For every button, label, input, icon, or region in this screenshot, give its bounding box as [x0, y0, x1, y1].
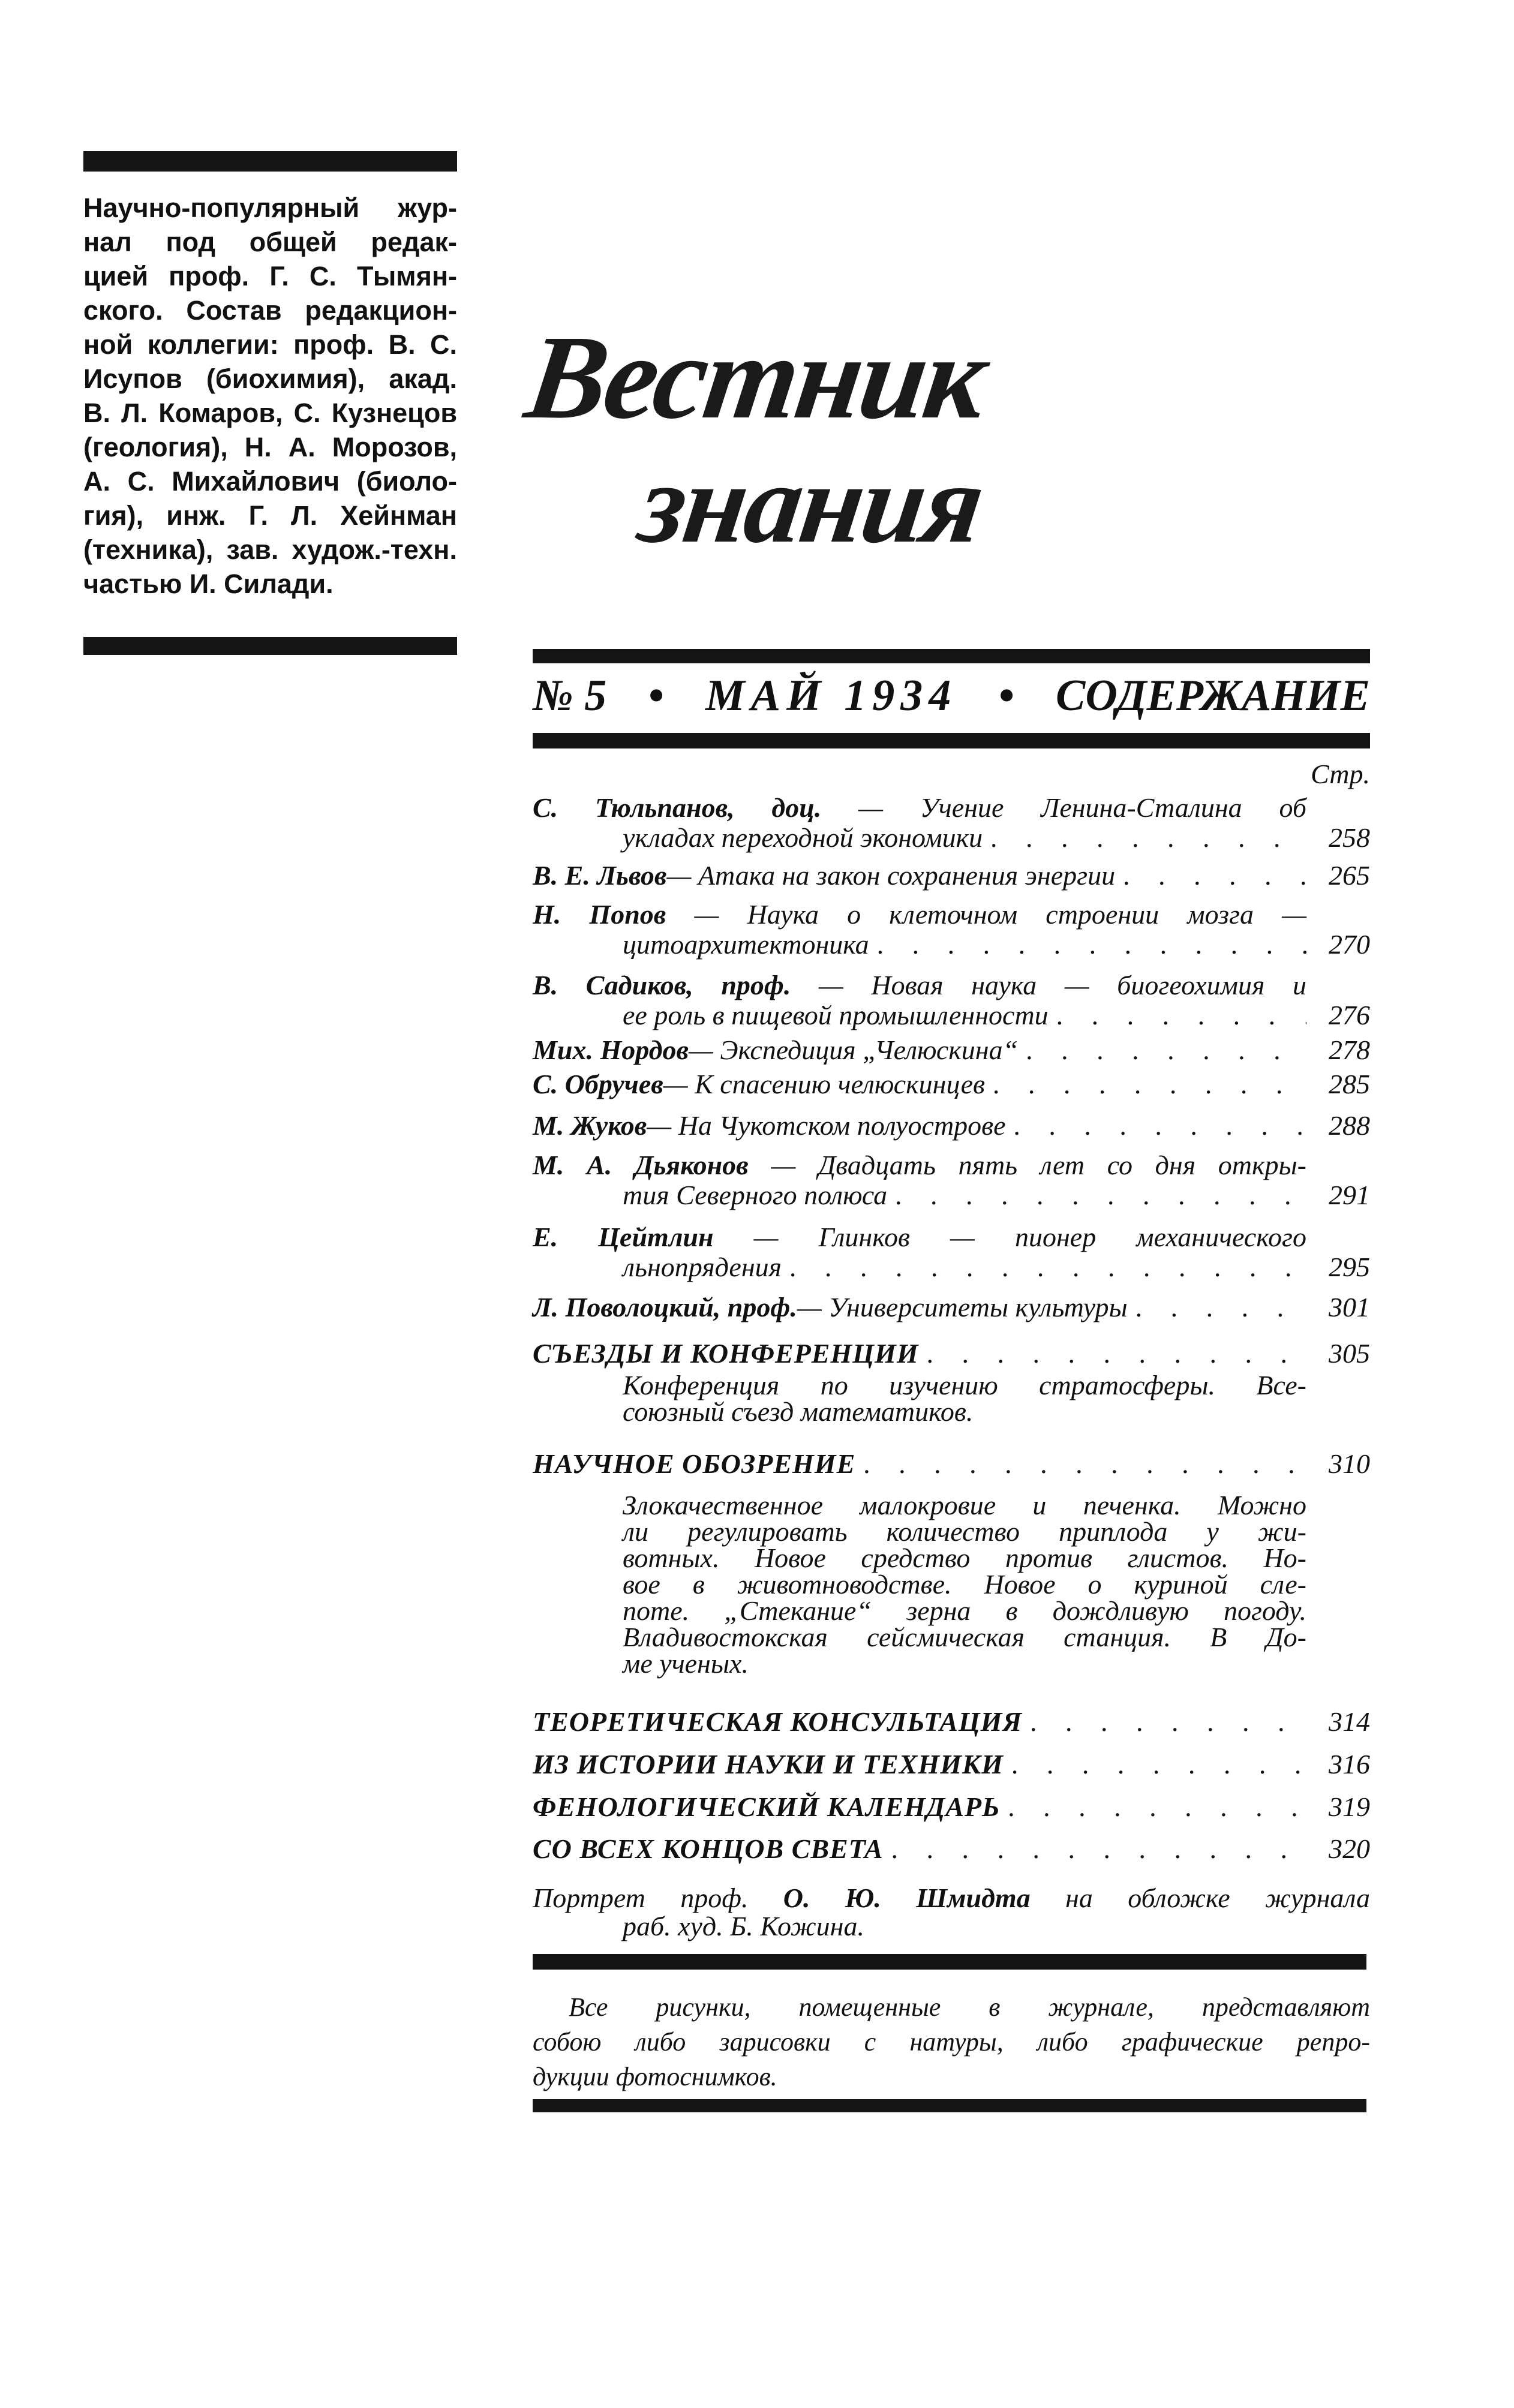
- masthead-line: частью И. Силади.: [83, 569, 334, 599]
- entry-title: цитоархитектоника: [623, 929, 869, 960]
- toc-entry[interactable]: [533, 1222, 1370, 1282]
- dot-leader: [1006, 1111, 1306, 1141]
- dot-leader: [1128, 1292, 1306, 1322]
- masthead-line: ной коллегии: проф. В. С.: [83, 329, 457, 360]
- rule-header-bottom: [533, 733, 1370, 748]
- contents-heading: СОДЕРЖАНИЕ: [1055, 671, 1370, 720]
- rule-note-top: [533, 1954, 1366, 1970]
- page-number: 270: [1329, 929, 1370, 960]
- entry-line: [533, 1111, 1306, 1141]
- page-number: 310: [1329, 1448, 1370, 1479]
- entry-line: [533, 1222, 1306, 1252]
- toc-section[interactable]: [533, 1449, 1370, 1677]
- description-line: поте. „Стекание“ зерна в дождливую погоду.: [623, 1595, 1306, 1626]
- dot-leader: [1004, 1749, 1306, 1779]
- entry-line: [533, 1069, 1306, 1099]
- entry-line: [533, 793, 1306, 823]
- issue-date: МАЙ 1934: [705, 671, 957, 720]
- dot-leader: [782, 1252, 1306, 1282]
- section-description: [533, 1492, 1370, 1677]
- entry-line: [533, 861, 1306, 891]
- dot-leader: [985, 1069, 1306, 1099]
- toc-entry[interactable]: [533, 1292, 1370, 1322]
- page-number: 320: [1329, 1833, 1370, 1864]
- masthead-line: гия), инж. Г. Л. Хейнман: [83, 500, 457, 531]
- entry-title: — Университеты культуры: [797, 1292, 1128, 1322]
- section-line: [533, 1449, 1306, 1479]
- section-title: ИЗ ИСТОРИИ НАУКИ И ТЕХНИКИ: [533, 1749, 1004, 1779]
- toc-entry[interactable]: [533, 861, 1370, 891]
- page-number: 258: [1329, 822, 1370, 853]
- credit-line: [533, 1883, 1370, 1913]
- toc-section[interactable]: [533, 1749, 1370, 1779]
- toc-entry[interactable]: [533, 970, 1370, 1030]
- entry-title: — На Чукотском полуострове: [647, 1110, 1006, 1141]
- description-line: Владивостокская сейсмическая станция. В До-: [623, 1622, 1306, 1652]
- dot-leader: [1115, 861, 1306, 891]
- editorial-board-text: [83, 191, 457, 601]
- page-number: 319: [1329, 1791, 1370, 1822]
- entry-author: В. Садиков, проф.: [533, 970, 791, 1000]
- entry-title: — Учение Ленина-Сталина об: [858, 792, 1307, 823]
- credit-line: раб. худ. Б. Кожина.: [623, 1911, 864, 1941]
- entry-line: [533, 900, 1306, 930]
- page-column-header: Стр.: [1310, 759, 1370, 789]
- cover-credit: [533, 1883, 1370, 1940]
- section-line: [533, 1749, 1306, 1779]
- entry-title: ее роль в пищевой промышленности: [623, 1000, 1049, 1030]
- page-number: 295: [1329, 1252, 1370, 1282]
- masthead-line: В. Л. Комаров, С. Кузнецов: [83, 398, 457, 428]
- entry-title: — Двадцать пять лет со дня откры-: [771, 1150, 1307, 1180]
- entry-author: М. А. Дьяконов: [533, 1150, 749, 1180]
- issue-heading: [533, 669, 1370, 723]
- credit-name: О. Ю. Шмидта: [783, 1883, 1031, 1913]
- masthead-line: цией проф. Г. С. Тымян-: [83, 261, 457, 291]
- description-line: вотных. Новое средство против глистов. Но-: [623, 1543, 1306, 1573]
- entry-author: Мих. Нордов: [533, 1035, 689, 1065]
- credit-prefix: Портрет проф.: [533, 1883, 749, 1913]
- masthead-line: (техника), зав. худож.-техн.: [83, 534, 457, 565]
- entry-line: [533, 1150, 1306, 1180]
- toc-section[interactable]: [533, 1707, 1370, 1737]
- dot-leader: [887, 1180, 1306, 1210]
- section-title: ТЕОРЕТИЧЕСКАЯ КОНСУЛЬТАЦИЯ: [533, 1706, 1023, 1737]
- note-line: Все рисунки, помещенные в журнале, представляют: [569, 1992, 1370, 2022]
- toc-section[interactable]: [533, 1834, 1370, 1864]
- dot-leader: [884, 1834, 1306, 1864]
- masthead-line: ского. Состав редакцион-: [83, 295, 457, 326]
- entry-title: — К спасению челюскинцев: [663, 1069, 986, 1099]
- toc-section[interactable]: [533, 1339, 1370, 1425]
- section-title: СЪЕЗДЫ И КОНФЕРЕНЦИИ: [533, 1338, 919, 1369]
- description-line: ме ученых.: [623, 1648, 749, 1679]
- section-description: [533, 1372, 1370, 1425]
- credit-rest: на обложке журнала: [1065, 1883, 1371, 1913]
- page-number: 314: [1329, 1706, 1370, 1737]
- description-line: ли регулировать количество приплода у жи-: [623, 1516, 1306, 1547]
- masthead-line: нал под общей редак-: [83, 227, 457, 257]
- entry-author: М. Жуков: [533, 1110, 647, 1141]
- rule-left-bottom: [83, 637, 457, 655]
- entry-line: [533, 970, 1306, 1000]
- section-line: [533, 1707, 1306, 1737]
- masthead-line: (геология), Н. А. Морозов,: [83, 432, 457, 462]
- entry-title: укладах переходной экономики: [623, 822, 983, 853]
- bullet: •: [648, 671, 664, 720]
- entry-title: — Наука о клеточном строении мозга —: [694, 899, 1307, 930]
- illustrations-note: [533, 1990, 1370, 2094]
- page-number: 285: [1329, 1069, 1370, 1099]
- entry-title: тия Северного полюса: [623, 1180, 888, 1210]
- rule-left-top: [83, 151, 457, 172]
- note-line: дукции фотоснимков.: [533, 2062, 777, 2091]
- description-line: Злокачественное малокровие и печенка. Можно: [623, 1490, 1306, 1520]
- entry-title: — Глинков — пионер механического: [753, 1222, 1306, 1252]
- rule-note-bottom: [533, 2099, 1366, 2112]
- section-line: [533, 1339, 1306, 1369]
- toc-entry[interactable]: [533, 1150, 1370, 1210]
- description-line: союзный съезд математиков.: [623, 1396, 974, 1427]
- toc-entry[interactable]: [533, 1069, 1370, 1099]
- entry-author: Л. Поволоцкий, проф.: [533, 1292, 797, 1322]
- section-title: НАУЧНОЕ ОБОЗРЕНИЕ: [533, 1448, 856, 1479]
- entry-line: [623, 930, 1306, 960]
- dot-leader: [1049, 1000, 1306, 1030]
- toc-section[interactable]: [533, 1792, 1370, 1822]
- section-title: СО ВСЕХ КОНЦОВ СВЕТА: [533, 1833, 884, 1864]
- page-number: 265: [1329, 860, 1370, 891]
- dot-leader: [1000, 1792, 1306, 1822]
- dot-leader: [1018, 1035, 1306, 1065]
- entry-line: [623, 1252, 1306, 1282]
- entry-author: С. Обручев: [533, 1069, 663, 1099]
- dot-leader: [919, 1339, 1306, 1369]
- masthead-line: Исупов (биохимия), акад.: [83, 363, 457, 394]
- page-number: 276: [1329, 1000, 1370, 1030]
- toc-entry[interactable]: [533, 793, 1370, 853]
- toc-entry[interactable]: [533, 900, 1370, 960]
- masthead-line: Научно-популярный жур-: [83, 193, 457, 223]
- entry-line: [533, 1292, 1306, 1322]
- page-number: 316: [1329, 1749, 1370, 1779]
- description-line: вое в животноводстве. Новое о куриной сле-: [623, 1569, 1306, 1600]
- page-number: 278: [1329, 1035, 1370, 1065]
- entry-line: [623, 1000, 1306, 1030]
- entry-title: — Новая наука — биогеохимия и: [818, 970, 1306, 1000]
- entry-title: — Атака на закон сохранения энергии: [666, 860, 1116, 891]
- rule-header-top: [533, 649, 1370, 663]
- section-title: ФЕНОЛОГИЧЕСКИЙ КАЛЕНДАРЬ: [533, 1791, 1001, 1822]
- page-number: 305: [1329, 1338, 1370, 1369]
- logo-word-2: знания: [633, 441, 990, 567]
- entry-title: — Экспедиция „Челюскина“: [689, 1035, 1019, 1065]
- page-number: 288: [1329, 1110, 1370, 1141]
- note-line: собою либо зарисовки с натуры, либо графические репро-: [533, 2027, 1370, 2057]
- entry-line: [533, 1035, 1306, 1065]
- dot-leader: [855, 1449, 1306, 1479]
- page-number: 291: [1329, 1180, 1370, 1210]
- page-number: 301: [1329, 1292, 1370, 1322]
- issue-number: № 5: [533, 671, 607, 720]
- entry-line: [623, 823, 1306, 853]
- section-line: [533, 1834, 1306, 1864]
- toc-entry[interactable]: [533, 1111, 1370, 1141]
- entry-author: С. Тюльпанов, доц.: [533, 792, 822, 823]
- entry-title: льнопрядения: [623, 1252, 782, 1282]
- toc-entry[interactable]: [533, 1035, 1370, 1065]
- section-line: [533, 1792, 1306, 1822]
- entry-author: В. Е. Львов: [533, 860, 667, 891]
- entry-author: Н. Попов: [533, 899, 666, 930]
- entry-line: [623, 1180, 1306, 1210]
- bullet: •: [998, 671, 1014, 720]
- magazine-logo: [518, 311, 1374, 576]
- dot-leader: [983, 823, 1306, 853]
- logo-word-1: Вестник: [518, 311, 993, 444]
- masthead-line: А. С. Михайлович (биоло-: [83, 466, 457, 497]
- dot-leader: [1022, 1707, 1306, 1737]
- dot-leader: [869, 930, 1306, 960]
- entry-author: Е. Цейтлин: [533, 1222, 714, 1252]
- description-line: Конференция по изучению стратосферы. Все-: [623, 1370, 1306, 1400]
